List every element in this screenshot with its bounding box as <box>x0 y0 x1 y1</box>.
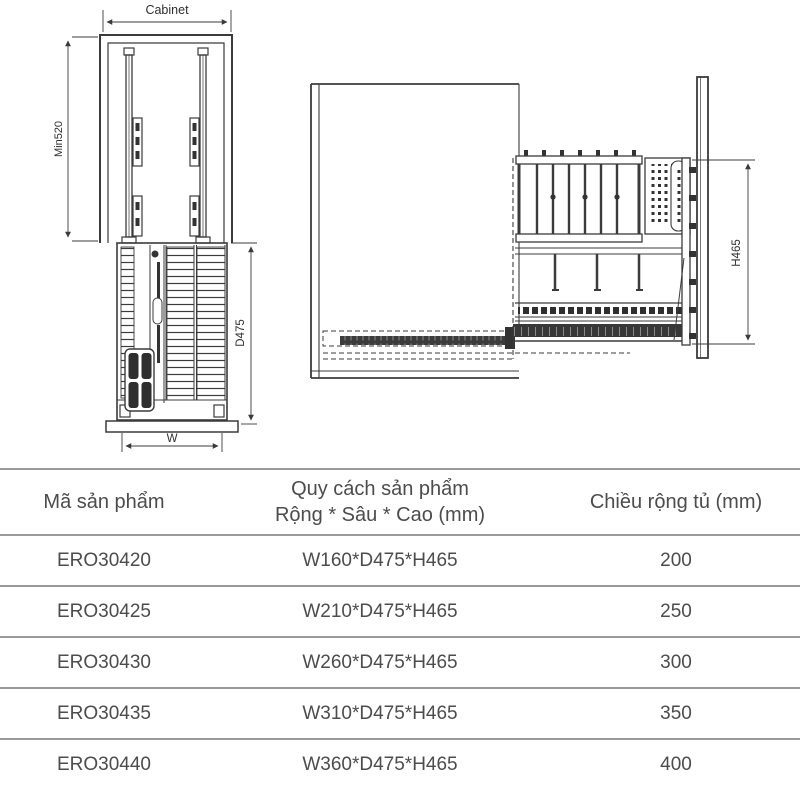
product-spec-cell: W210*D475*H465 <box>208 586 552 637</box>
product-spec-cell: W360*D475*H465 <box>302 753 458 775</box>
side-view-drawing <box>311 77 755 378</box>
table-row <box>0 586 800 637</box>
header-product-code: Mã sản phẩm <box>0 469 208 535</box>
table-row <box>0 535 800 586</box>
product-code-cell: ERO30440 <box>56 753 151 775</box>
hanging-hooks <box>552 254 643 290</box>
table-row <box>0 637 800 688</box>
product-spec-cell: W160*D475*H465 <box>208 535 552 586</box>
table-row <box>0 688 800 739</box>
spec-table-header <box>0 469 800 535</box>
header-product-spec-line2: Rộng * Sâu * Cao (mm) <box>274 504 486 526</box>
cabinet-front-outline <box>100 35 232 243</box>
depth-dimension <box>231 243 257 424</box>
cabinet-width-cell: 250 <box>552 586 800 637</box>
product-code-cell: ERO30420 <box>0 535 208 586</box>
header-product-spec-line1: Quy cách sản phẩm <box>291 478 469 500</box>
cabinet-width-cell: 300 <box>552 637 800 688</box>
cabinet-width-dimension <box>103 3 231 32</box>
header-product-spec <box>208 469 552 535</box>
front-view-drawing <box>53 3 257 452</box>
width-dimension <box>122 433 222 452</box>
left-slide-rail <box>122 48 142 243</box>
header-cabinet-width: Chiều rộng tủ (mm) <box>552 469 800 535</box>
base-plate <box>106 421 238 432</box>
cabinet-side-outline <box>311 84 519 378</box>
door-panel <box>697 77 708 358</box>
basket-side-lower-tray <box>513 303 690 341</box>
product-code-cell: ERO30435 <box>0 688 208 739</box>
cabinet-width-cell: 200 <box>552 535 800 586</box>
height-dimension-label: H465 <box>731 239 743 267</box>
product-code-cell: ERO30430 <box>0 637 208 688</box>
cabinet-dimension-label: Cabinet <box>145 3 189 17</box>
right-slide-rail <box>190 48 210 243</box>
header-row <box>0 469 800 535</box>
product-spec-cell: W310*D475*H465 <box>208 688 552 739</box>
min-height-dimension <box>53 37 98 241</box>
product-spec-cell: W260*D475*H465 <box>208 637 552 688</box>
product-spec-table <box>0 468 800 789</box>
min-height-dimension-label: Min520 <box>53 120 65 158</box>
cabinet-width-cell: 400 <box>660 753 692 775</box>
width-dimension-label: W <box>166 433 178 445</box>
bottle-rest-pads <box>125 349 154 411</box>
product-code-cell: ERO30425 <box>0 586 208 637</box>
cabinet-width-cell: 350 <box>552 688 800 739</box>
table-row <box>0 739 800 789</box>
depth-dimension-label: D475 <box>235 319 247 347</box>
